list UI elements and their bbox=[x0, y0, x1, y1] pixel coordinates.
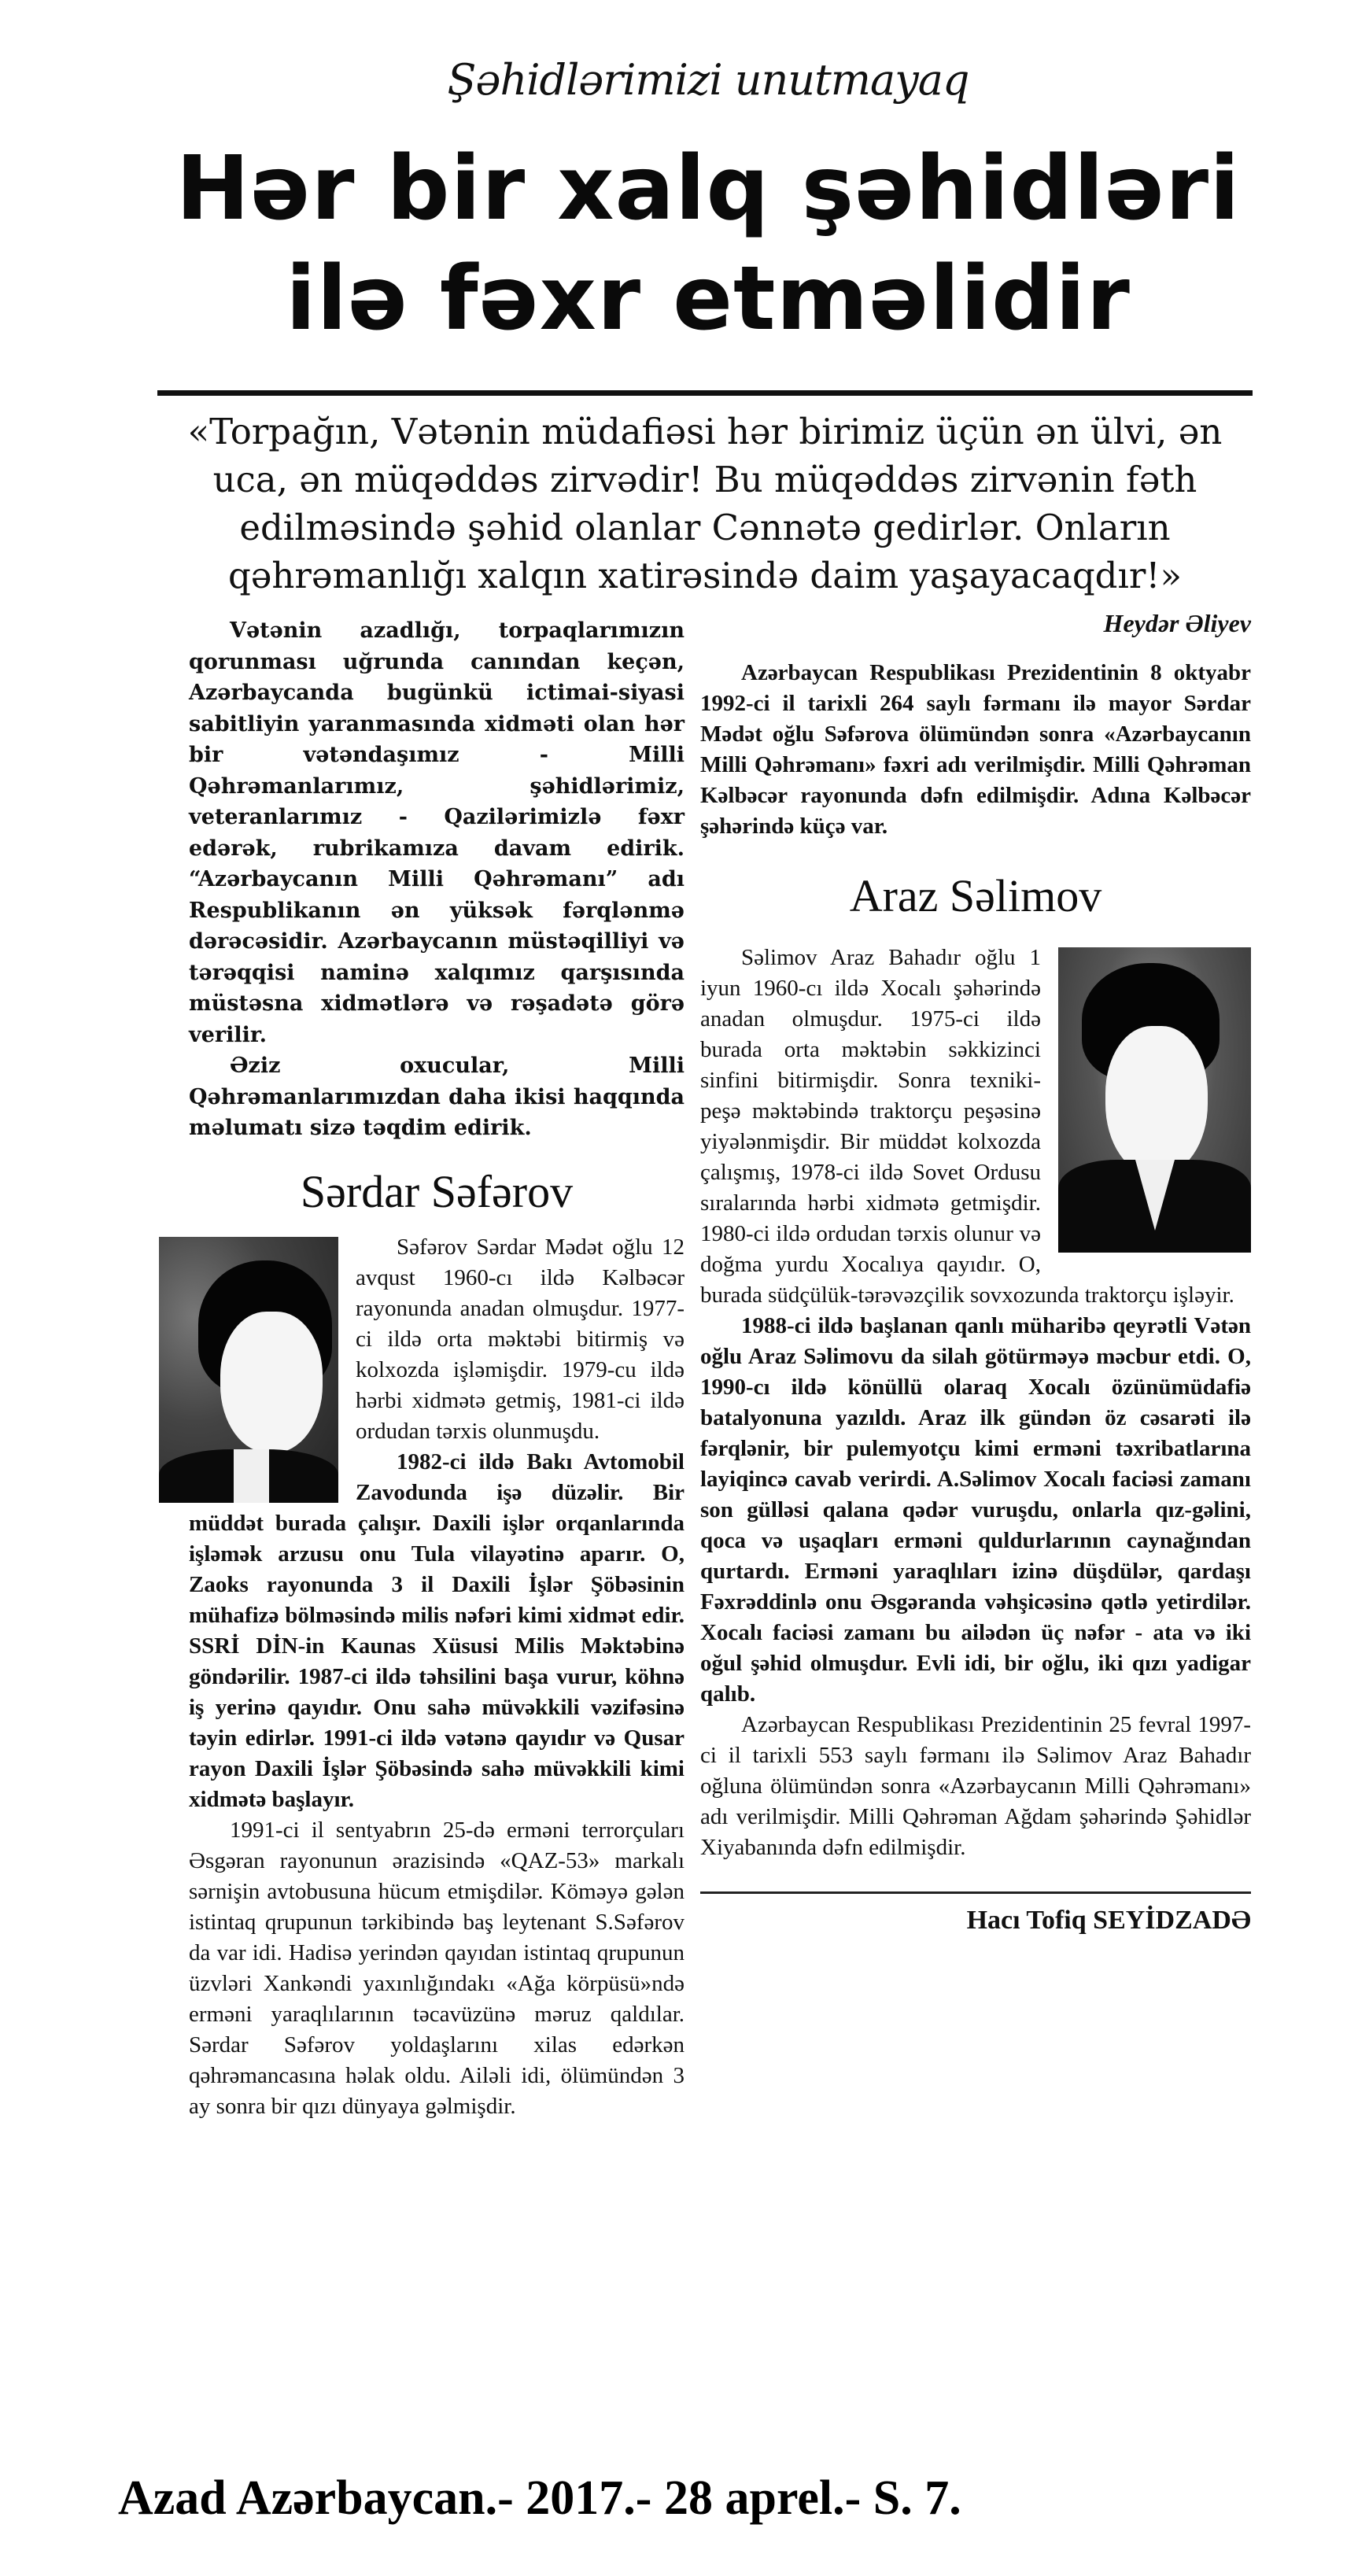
headline-line-2: ilə fəxr etməlidir bbox=[286, 248, 1131, 350]
hero-2-paragraph-2: 1988-ci ildə başlanan qanlı müharibə qeyrətli Vətən oğlu Araz Səlimovu da silah götürməyə məcbur etdi. O, 1990-cı ildə könüllü olaraq Xocalı özünümüdafiə batalyonuna yazıldı. Araz ilk gündən öz cəsarəti ilə fərqlənir, bir pulemyotçu kimi erməni təxribatlarına layiqincə cavab verirdi. A.Səlimov Xocalı faciəsi zamanı son gülləsi qalana qədər vuruşdu, onlarla qız-gəlini, qoca və uşaqları erməni quldurlarının caynağından qurtardı. Erməni yaraqlıları izinə düşdülər, qardaşı Fəxrəddinlə onu Əsgəranda vəhşicəsinə qətlə yetirdilər. Xocalı faciəsi zamanı bu ailədən üç nəfər - ata və iki oğul şəhid olmuşdur. Evli idi, bir oğlu, iki qızı yadigar qalıb. bbox=[700, 1313, 1251, 1707]
hero-1-photo bbox=[159, 1237, 338, 1503]
epigraph-author: Heydər Əliyev bbox=[1103, 609, 1251, 637]
rubric-title: Şəhidlərimizi unutmayaq bbox=[447, 55, 969, 105]
headline bbox=[149, 134, 1267, 354]
article-author: Hacı Tofiq SEYİDZADƏ bbox=[966, 1906, 1251, 1935]
intro-paragraph-2: Əziz oxucular, Milli Qəhrəmanlarımızdan daha ikisi haqqında məlumatı sizə təqdim edirik. bbox=[189, 1054, 684, 1140]
hero-1-paragraph-4: Azərbaycan Respublikası Prezidentinin 8 oktyabr 1992-ci il tarixli 264 saylı fərmanı ilə mayor Sərdar Mədət oğlu Səfərova ölümündən sonra «Azərbaycanın Milli Qəhrəmanı» fəxri adı verilmişdir. Milli Qəhrəman Kəlbəcər rayonunda dəfn edilmişdir. Adına Kəlbəcər şəhərində küçə var. bbox=[700, 660, 1251, 839]
right-column bbox=[700, 606, 1251, 1936]
hero-2-paragraph-1: Səlimov Araz Bahadır oğlu 1 iyun 1960-cı ildə Xocalı şəhərində anadan olmuşdur. 1975-ci ildə burada orta məktəbin səkkizinci sinfini bitirmişdir. Sonra texniki-peşə məktəbində traktorçu peşəsinə yiyələnmişdir. Bir müddət kolxozda çalışmış, 1978-ci ildə Sovet Ordusu sıralarında hərbi xidmətə getmişdir. 1980-ci ildə ordudan tərxis olunur və doğma yurdu Xocalıya qayıdır. O, burada südçülük-tərəvəzçilik sovxozunda traktorçu işləyir. bbox=[700, 945, 1234, 1308]
hero-1-paragraph-2: 1982-ci ildə Bakı Avtomobil Zavodunda işə düzəlir. Bir müddət burada çalışır. Daxili işlər orqanlarında işləmək arzusu onu Tula vilayətinə aparır. O, Zaoks rayonunda 3 il Daxili İşlər Şöbəsinin mühafizə bölməsində milis nəfəri kimi xidmət edir. SSRİ DİN-in Kaunas Xüsusi Milis Məktəbinə göndərilir. 1987-ci ildə təhsilini başa vurur, köhnə iş yerinə qayıdır. Onu sahə müvəkkili vəzifəsinə təyin edirlər. 1991-ci ildə vətənə qayıdır və Qusar rayon Daxili İşlər Şöbəsində sahə müvəkkili kimi xidmətə başlayır. bbox=[189, 1449, 684, 1812]
hero-1-name: Sərdar Səfərov bbox=[300, 1165, 574, 1217]
left-column bbox=[189, 615, 684, 2122]
epigraph-quote: «Torpağın, Vətənin müdafiəsi hər birimiz üçün ən ülvi, ən uca, ən müqəddəs zirvədir! Bu müqəddəs zirvənin fəth edilməsində şəhid olanlar Cənnətə gedirlər. Onların qəhrəmanlığı xalqın xatirəsində daim yaşayacaqdır!» bbox=[187, 411, 1223, 596]
hero-2-photo bbox=[1058, 947, 1251, 1253]
hero-2-paragraph-3: Azərbaycan Respublikası Prezidentinin 25 fevral 1997-ci il tarixli 553 saylı fərmanı ilə Səlimov Araz Bahadır oğluna ölümündən sonra «Azərbaycanın Milli Qəhrəmanı» adı verilmişdir. Milli Qəhrəman Ağdam şəhərində Şəhidlər Xiyabanında dəfn edilmişdir. bbox=[700, 1712, 1251, 1860]
intro-paragraph-1: Vətənin azadlığı, torpaqlarımızın qorunması uğrunda canından keçən, Azərbaycanda bugünkü ictimai-siyasi sabitliyin yaranmasında xidməti olan hər bir vətəndaşımız - Milli Qəhrəmanlarımız, şəhidlərimiz, veteranlarımız - Qazilərimizlə fəxr edərək, rubrikamıza davam edirik. “Azərbaycanın Milli Qəhrəmanı” adı Respublikanın ən yüksək fərqlənmə dərəcəsidir. Azərbaycanın müstəqilliyi və tərəqqisi naminə xalqımız qarşısında müstəsna xidmətlərə və rəşadətə görə verilir. bbox=[189, 618, 684, 1047]
headline-divider bbox=[157, 390, 1253, 396]
hero-2-name: Araz Səlimov bbox=[849, 870, 1102, 921]
source-citation: Azad Azərbaycan.- 2017.- 28 aprel.- S. 7. bbox=[118, 2471, 961, 2525]
headline-line-1: Hər bir xalq şəhidləri bbox=[175, 138, 1241, 240]
hero-1-paragraph-3: 1991-ci il sentyabrın 25-də erməni terrorçuları Əsgəran rayonunun ərazisində «QAZ-53» markalı sərnişin avtobusuna hücum etmişdilər. Köməyə gələn istintaq qrupunun tərkibində baş leytenant S.Səfərov da var idi. Hadisə yerindən qayıdan istintaq qrupunun üzvləri Xankəndi yaxınlığındakı «Ağa körpüsü»ndə erməni yaraqlılarının təcavüzünə məruz qaldılar. Sərdar Səfərov yoldaşlarını xilas edərkən qəhrəmancasına həlak oldu. Ailəli idi, ölümündən 3 ay sonra bir qızı dünyaya gəlmişdir. bbox=[189, 1817, 684, 2119]
byline-divider bbox=[700, 1891, 1251, 1894]
hero-1-paragraph-1: Səfərov Sərdar Mədət oğlu 12 avqust 1960-cı ildə Kəlbəcər rayonunda anadan olmuşdur. 1977-ci ildə orta məktəbi bitirmiş və kolxozda işləmişdir. 1979-cu ildə hərbi xidmətə getmiş, 1981-ci ildə ordudan tərxis olunmuşdu. bbox=[356, 1234, 684, 1444]
